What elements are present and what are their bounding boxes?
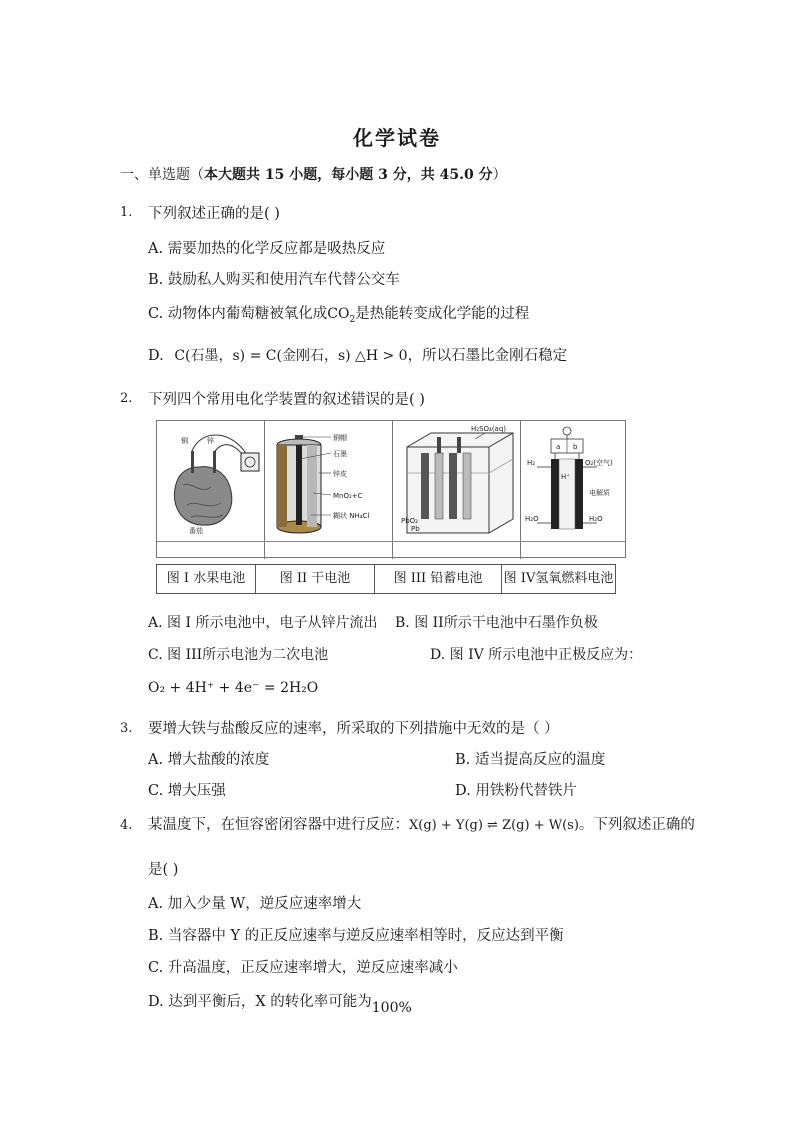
q1-stem: 下列叙述正确的是( ) (148, 206, 280, 222)
q4-stem-line2: 是( ) (148, 862, 179, 878)
caption-fig-3: 图 III 铅蓄电池 (374, 564, 502, 594)
section-heading: 一、单选题（本大题共 15 小题，每小题 3 分，共 45.0 分） (120, 167, 507, 183)
fuel-label-electrolyte: 电解质 (589, 489, 610, 497)
q1-number: 1. (120, 205, 133, 220)
q3-option-a[interactable]: A. 增大盐酸的浓度 (148, 752, 270, 768)
dry-label-zinc: 锌皮 (333, 470, 347, 478)
q2-option-c[interactable]: C. 图 III所示电池为二次电池 (148, 647, 329, 663)
q2-number: 2. (120, 391, 133, 406)
dry-label-mno2: MnO₂+C (333, 492, 363, 500)
fruit-label-tomato: 番茄 (189, 527, 203, 535)
battery-figures (156, 420, 626, 558)
q2-option-a[interactable]: A. 图 I 所示电池中，电子从锌片流出 (148, 615, 378, 631)
lead-acid-diagram (397, 423, 519, 539)
figure-captions (156, 564, 616, 594)
q4-option-c[interactable]: C. 升高温度，正反应速率增大，逆反应速率减小 (148, 960, 458, 976)
q3-stem: 要增大铁与盐酸反应的速率，所采取的下列措施中无效的是（ ） (148, 721, 559, 737)
fuel-label-a: a (556, 443, 561, 451)
q2-option-d[interactable]: D. 图 IV 所示电池中正极反应为： (430, 647, 643, 663)
q4-number: 4. (120, 818, 133, 833)
dry-label-nh4cl: 糊状 NH₄Cl (333, 512, 370, 520)
fruit-battery-diagram (161, 425, 261, 537)
q3-option-d[interactable]: D. 用铁粉代替铁片 (455, 783, 577, 799)
fuel-label-h2o-right: H₂O (589, 515, 603, 523)
dry-label-graphite: 石墨 (333, 450, 347, 458)
caption-fig-1: 图 I 水果电池 (156, 564, 256, 594)
q1-option-c[interactable]: C. 动物体内葡萄糖被氧化成$CO_2$是热能转变成化学能的过程 (148, 306, 530, 325)
caption-fig-2: 图 II 干电池 (255, 564, 375, 594)
q4-option-b[interactable]: B. 当容器中 Y 的正反应速率与逆反应速率相等时，反应达到平衡 (148, 928, 564, 944)
dry-label-cap: 铜帽 (333, 434, 347, 442)
dry-cell-diagram (269, 423, 391, 539)
page-title: 化学试卷 (353, 126, 441, 150)
q2-option-d-equation: O₂ + 4H⁺ + 4e⁻ = 2H₂O (148, 680, 319, 696)
q3-option-b[interactable]: B. 适当提高反应的温度 (455, 752, 606, 768)
q4-option-d[interactable]: D. 达到平衡后，X 的转化率可能为100% (148, 994, 412, 1016)
q2-option-b[interactable]: B. 图 II所示干电池中石墨作负极 (395, 615, 598, 631)
q3-option-c[interactable]: C. 增大压强 (148, 783, 226, 799)
fuel-label-b: b (573, 443, 578, 451)
caption-fig-4: 图 IV氢氧燃料电池 (501, 564, 616, 594)
fruit-label-zinc: 锌 (207, 437, 214, 445)
q1-option-a[interactable]: A. 需要加热的化学反应都是吸热反应 (148, 241, 386, 257)
lead-label-acid: H₂SO₄(aq) (471, 425, 507, 433)
q4-option-a[interactable]: A. 加入少量 W，逆反应速率增大 (148, 896, 362, 912)
fuel-label-hplus: H⁺ (561, 473, 570, 481)
lead-label-pbo2: PbO₂ (401, 517, 418, 525)
fuel-label-o2: O₂(空气) (585, 459, 613, 467)
fuel-label-h2: H₂ (527, 459, 536, 467)
q4-stem: 某温度下，在恒容密闭容器中进行反应：X(g) + Y(g) ⇌ Z(g) + W(s)。下列叙述正确的 (148, 817, 695, 833)
q2-stem: 下列四个常用电化学装置的叙述错误的是( ) (148, 392, 425, 408)
lead-label-pb: Pb (411, 525, 420, 533)
q1-option-d[interactable]: D. C(石墨，s) = C(金刚石，s) △H > 0，所以石墨比金刚石稳定 (148, 348, 568, 364)
fuel-label-h2o-left: H₂O (525, 515, 539, 523)
q1-option-b[interactable]: B. 鼓励私人购买和使用汽车代替公交车 (148, 272, 400, 288)
q3-number: 3. (120, 721, 133, 736)
fuel-cell-diagram (523, 423, 625, 539)
fruit-label-copper: 铜 (181, 437, 188, 445)
